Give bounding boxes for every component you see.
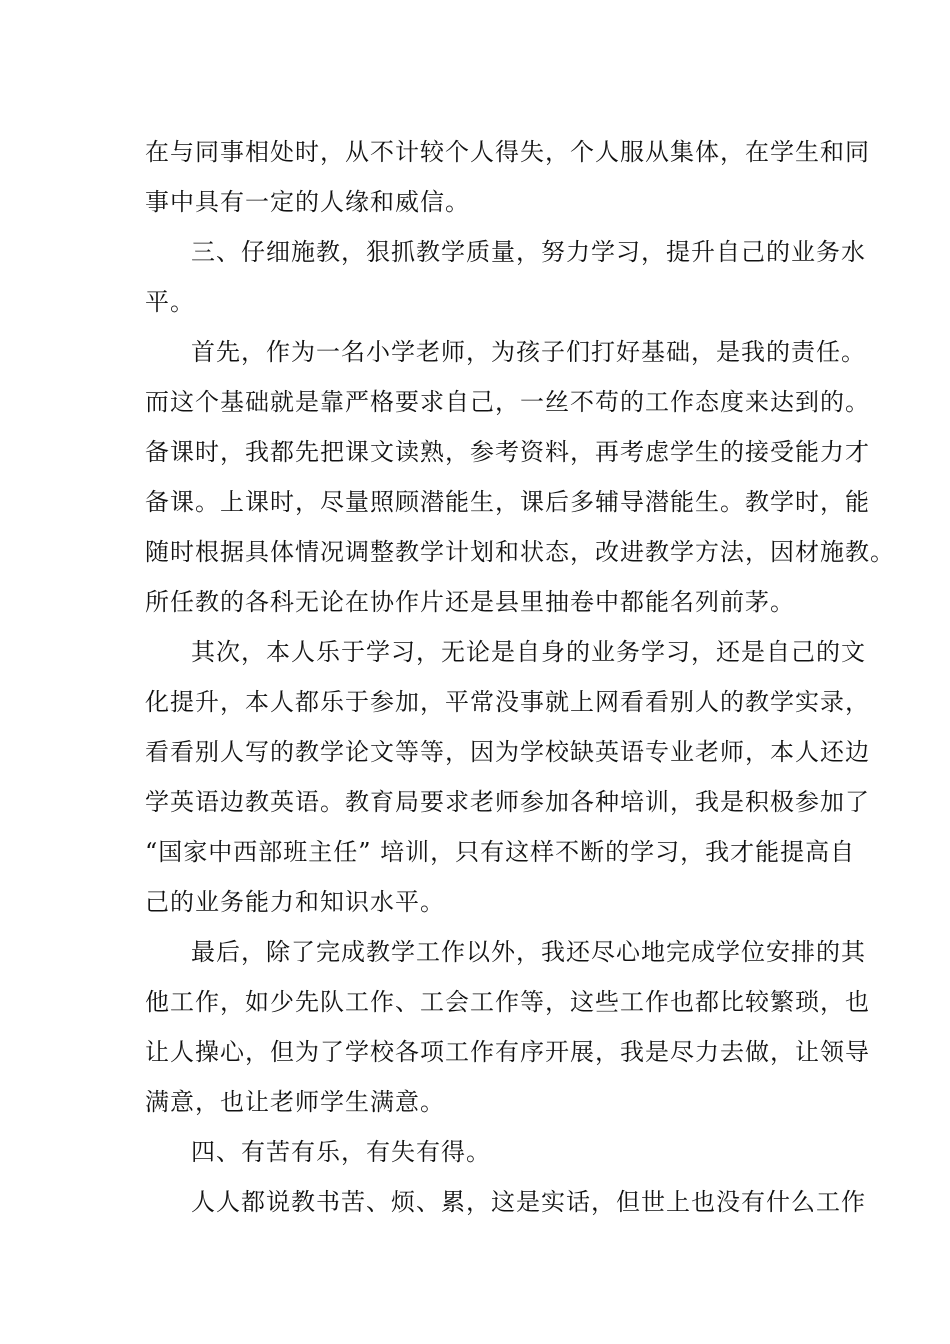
text-line: 最后，除了完成教学工作以外，我还尽心地完成学位安排的其 <box>191 938 866 966</box>
text-line: 四、有苦有乐，有失有得。 <box>191 1138 491 1166</box>
text-line: 随时根据具体情况调整教学计划和状态，改进教学方法，因材施教。 <box>145 538 895 566</box>
text-line: 三、仔细施教，狠抓教学质量，努力学习，提升自己的业务水 <box>191 238 866 266</box>
text-line: 备课。上课时，尽量照顾潜能生，课后多辅导潜能生。教学时，能 <box>145 488 870 516</box>
text-line: 他工作，如少先队工作、工会工作等，这些工作也都比较繁琐，也 <box>145 988 870 1016</box>
text-line: 而这个基础就是靠严格要求自己，一丝不苟的工作态度来达到的。 <box>145 388 870 416</box>
text-line: 事中具有一定的人缘和威信。 <box>145 188 470 216</box>
text-line: 看看别人写的教学论文等等，因为学校缺英语专业老师，本人还边 <box>145 738 870 766</box>
text-line: 备课时，我都先把课文读熟，参考资料，再考虑学生的接受能力才 <box>145 438 870 466</box>
text-line: 化提升，本人都乐于参加，平常没事就上网看看别人的教学实录， <box>145 688 870 716</box>
text-line: 让人操心，但为了学校各项工作有序开展，我是尽力去做，让领导 <box>145 1038 870 1066</box>
text-line: 学英语边教英语。教育局要求老师参加各种培训，我是积极参加了 <box>145 788 870 816</box>
text-line: 人人都说教书苦、烦、累，这是实话，但世上也没有什么工作 <box>191 1188 866 1216</box>
text-line: 首先，作为一名小学老师，为孩子们打好基础，是我的责任。 <box>191 338 866 366</box>
text-line: 己的业务能力和知识水平。 <box>145 888 445 916</box>
text-line: 满意，也让老师学生满意。 <box>145 1088 445 1116</box>
text-line: 其次，本人乐于学习，无论是自身的业务学习，还是自己的文 <box>191 638 866 666</box>
text-line: 所任教的各科无论在协作片还是县里抽卷中都能名列前茅。 <box>145 588 795 616</box>
text-line: 平。 <box>145 288 195 316</box>
text-line: 在与同事相处时，从不计较个人得失，个人服从集体，在学生和同 <box>145 138 870 166</box>
text-line: “国家中西部班主任” 培训，只有这样不断的学习，我才能提高自 <box>145 838 856 866</box>
